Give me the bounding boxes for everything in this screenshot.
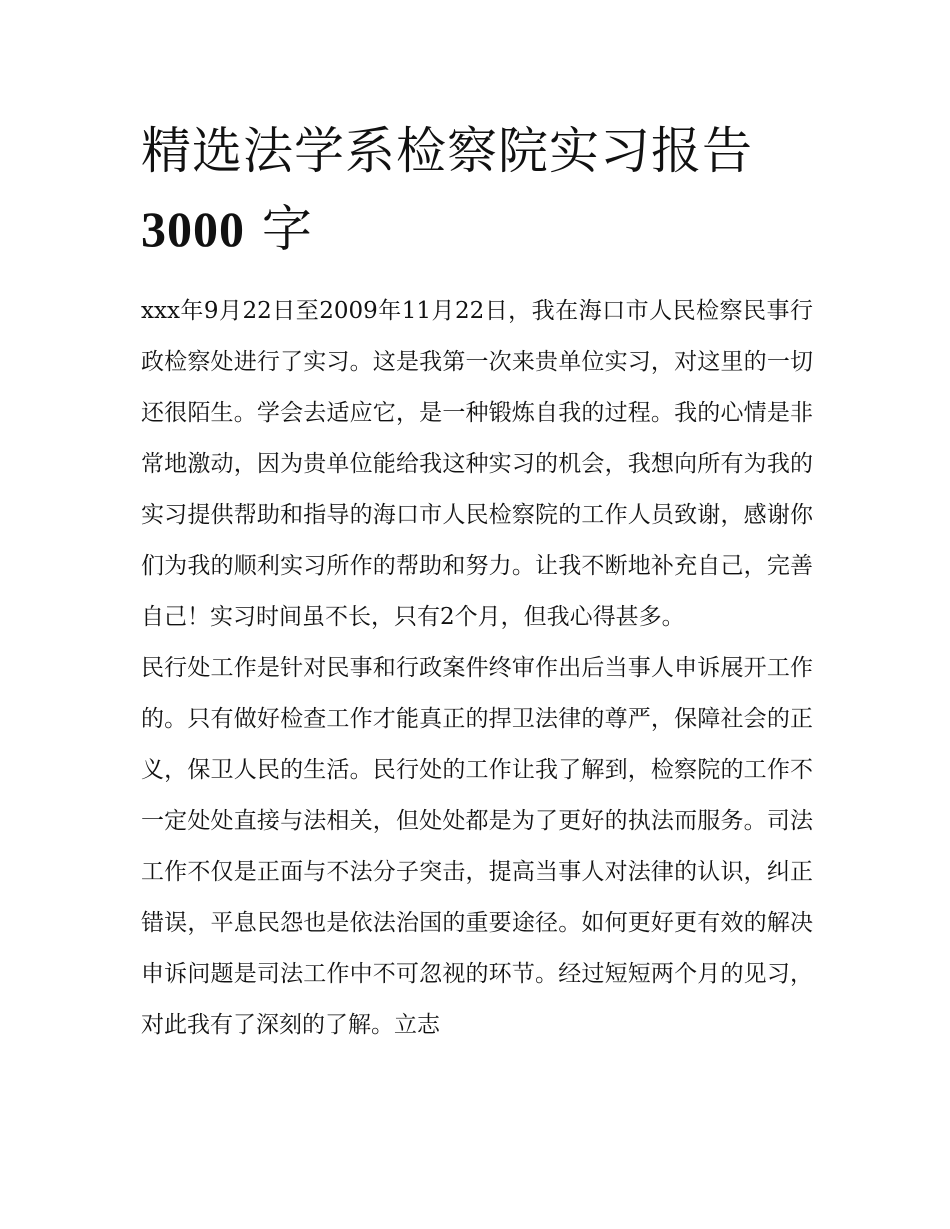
title-word-unit: 字 bbox=[245, 200, 313, 258]
title-word-count: 3000 bbox=[141, 201, 245, 257]
paragraph-2: 民行处工作是针对民事和行政案件终审作出后当事人申诉展开工作的。只有做好检查工作才能真正的捍卫法律的尊严，保障社会的正义，保卫人民的生活。民行处的工作让我了解到，检察院的工作不一定处处直接与法相关，但处处都是为了更好的执法而服务。司法工作不仅是正面与不法分子突击，提高当事人对法律的认识，纠正错误，平息民怨也是依法治国的重要途径。如何更好更有效的解决申诉问题是司法工作中不可忽视的环节。经过短短两个月的见习，对此我有了深刻的了解。立志 bbox=[141, 655, 813, 1038]
document-title bbox=[141, 112, 813, 268]
paragraph-1: xxx年9月22日至2009年11月22日，我在海口市人民检察民事行政检察处进行了实习。这是我第一次来贵单位实习，对这里的一切还很陌生。学会去适应它，是一种锻炼自我的过程。我的心情是非常地激动，因为贵单位能给我这种实习的机会，我想向所有为我的实习提供帮助和指导的海口市人民检察院的工作人员致谢，感谢你们为我的顺利实习所作的帮助和努力。让我不断地补充自己，完善自己！实习时间虽不长，只有2个月，但我心得甚多。 bbox=[141, 298, 813, 630]
document-body bbox=[141, 112, 813, 1051]
title-line-1: 精选法学系检察院实习报告 bbox=[141, 122, 753, 180]
